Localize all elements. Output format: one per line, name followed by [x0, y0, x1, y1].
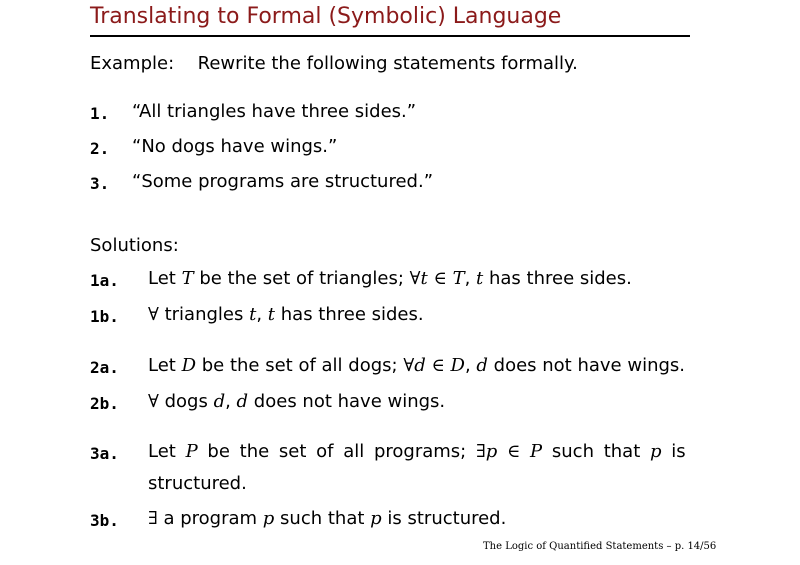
solution-label-3a: 3a. [90, 444, 119, 463]
solution-label-3b: 3b. [90, 511, 119, 530]
solutions-heading: Solutions: [90, 235, 179, 256]
solution-1b: ∀ triangles t, t has three sides. [148, 304, 424, 325]
title-rule [90, 35, 690, 37]
solution-label-2a: 2a. [90, 358, 119, 377]
solution-2b: ∀ dogs d, d does not have wings. [148, 391, 446, 412]
slide-title: Translating to Formal (Symbolic) Language [90, 4, 562, 29]
solution-3a-continued: structured. [148, 473, 247, 494]
solution-label-2b: 2b. [90, 394, 119, 413]
solution-3b: ∃ a program p such that p is structured. [148, 508, 507, 529]
example-line [90, 53, 578, 74]
solution-label-1b: 1b. [90, 307, 119, 326]
example-text: Rewrite the following statements formally. [197, 53, 578, 74]
statement-2: “No dogs have wings.” [132, 136, 338, 157]
statement-number-3: 3. [90, 174, 110, 193]
solution-3a: Let P be the set of all programs; ∃p ∈ P such that p is [148, 441, 686, 462]
statement-number-1: 1. [90, 104, 110, 123]
slide-footer: The Logic of Quantified Statements – p. 14/56 [483, 541, 717, 552]
statement-1: “All triangles have three sides.” [132, 101, 417, 122]
example-label: Example: [90, 53, 175, 74]
statement-3: “Some programs are structured.” [132, 171, 434, 192]
solution-label-1a: 1a. [90, 271, 119, 290]
solution-2a: Let D be the set of all dogs; ∀d ∈ D, d does not have wings. [148, 355, 685, 376]
statement-number-2: 2. [90, 139, 110, 158]
solution-1a: Let T be the set of triangles; ∀t ∈ T, t has three sides. [148, 268, 632, 289]
